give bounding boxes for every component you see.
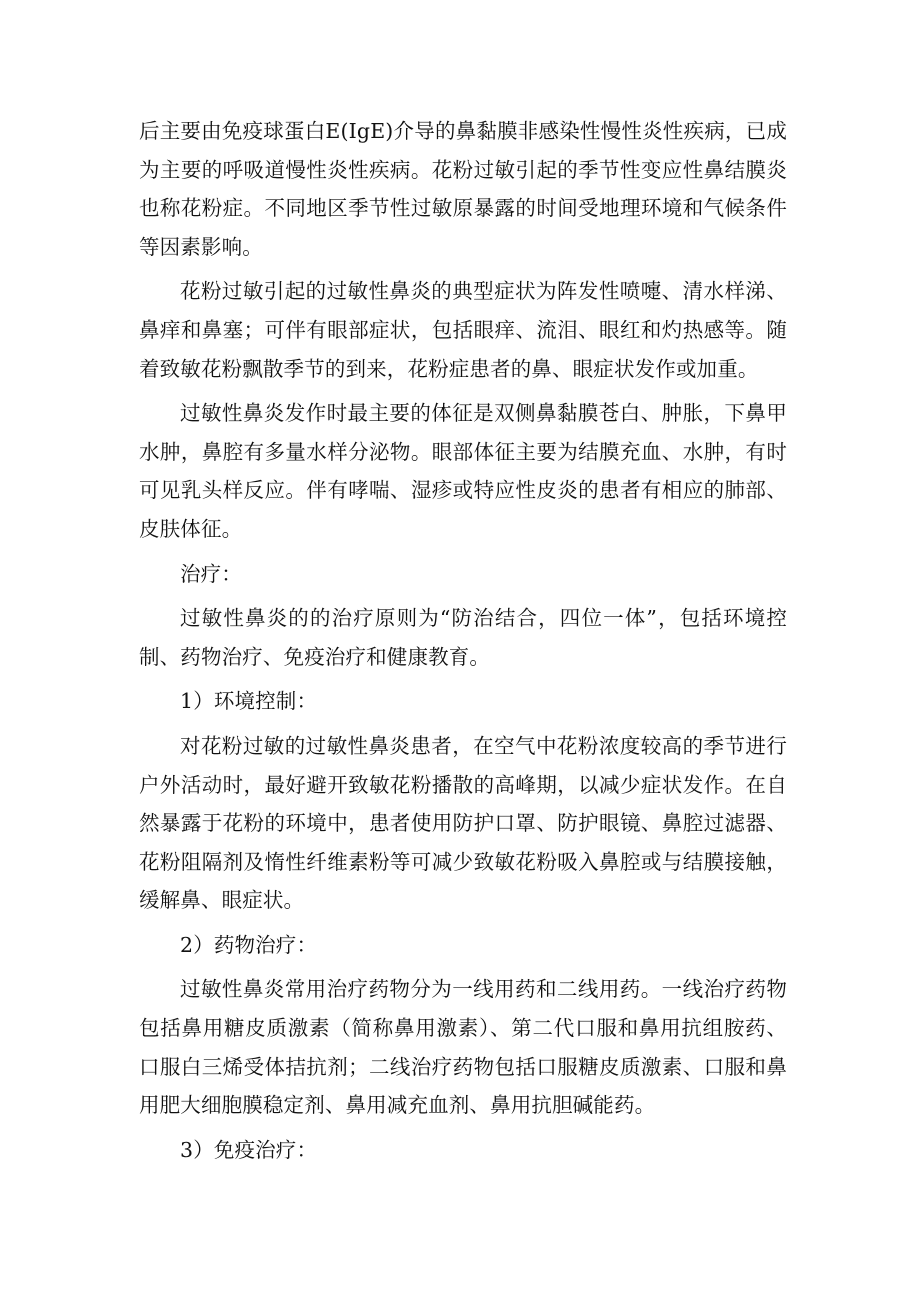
paragraph-signs: 过敏性鼻炎发作时最主要的体征是双侧鼻黏膜苍白、肿胀，下鼻甲水肿，鼻腔有多量水样分泌物。眼部体征主要为结膜充血、水肿，有时可见乳头样反应。伴有哮喘、湿疹或特应性皮炎的患者有相应的肺部、皮肤体征。 xyxy=(139,401,787,541)
paragraph-treatment-principle: 过敏性鼻炎的的治疗原则为“防治结合，四位一体”，包括环境控制、药物治疗、免疫治疗和健康教育。 xyxy=(139,606,787,669)
section-heading-treatment: 治疗： xyxy=(180,561,242,586)
subheading-drug-therapy: 2）药物治疗： xyxy=(180,932,318,957)
subheading-environment-control: 1）环境控制： xyxy=(180,689,318,714)
subheading-immunotherapy: 3）免疫治疗： xyxy=(180,1137,318,1162)
document-body xyxy=(139,112,787,1169)
paragraph-etiology-continued: 后主要由免疫球蛋白E(IgE)介导的鼻黏膜非感染性慢性炎性疾病，已成为主要的呼吸道慢性炎性疾病。花粉过敏引起的季节性变应性鼻结膜炎也称花粉症。不同地区季节性过敏原暴露的时间受地理环境和气候条件等因素影响。 xyxy=(139,119,787,259)
paragraph-environment-control: 对花粉过敏的过敏性鼻炎患者，在空气中花粉浓度较高的季节进行户外活动时，最好避开致敏花粉播散的高峰期，以减少症状发作。在自然暴露于花粉的环境中，患者使用防护口罩、防护眼镜、鼻腔过滤器、花粉阻隔剂及惰性纤维素粉等可减少致敏花粉吸入鼻腔或与结膜接触，缓解鼻、眼症状。 xyxy=(139,733,787,913)
paragraph-symptoms: 花粉过敏引起的过敏性鼻炎的典型症状为阵发性喷嚏、清水样涕、鼻痒和鼻塞；可伴有眼部症状，包括眼痒、流泪、眼红和灼热感等。随着致敏花粉飘散季节的到来，花粉症患者的鼻、眼症状发作或加重。 xyxy=(139,279,787,381)
paragraph-drug-therapy: 过敏性鼻炎常用治疗药物分为一线用药和二线用药。一线治疗药物包括鼻用糖皮质激素（简称鼻用激素）、第二代口服和鼻用抗组胺药、口服白三烯受体拮抗剂；二线治疗药物包括口服糖皮质激素、口服和鼻用肥大细胞膜稳定剂、鼻用减充血剂、鼻用抗胆碱能药。 xyxy=(139,977,787,1118)
